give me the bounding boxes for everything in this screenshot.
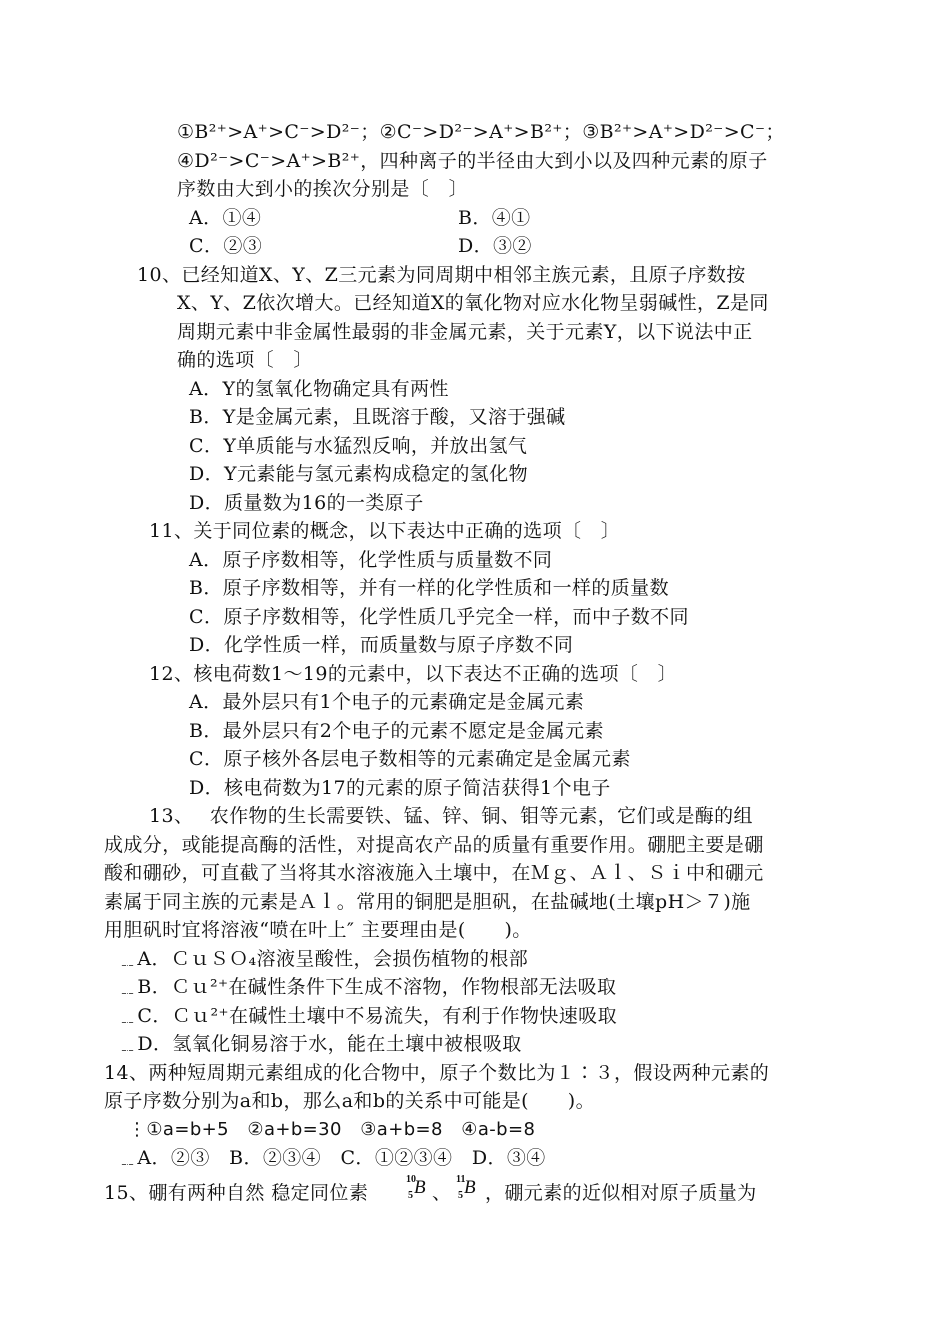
q10-line2: X、Y、Z依次增大。已经知道X的氧化物对应水化物呈弱碱性，Z是同 [177,292,769,314]
q14-line2: 原子序数分别为a和b，那么a和b的关系中可能是( )。 [104,1090,596,1112]
q15-suffix: ，硼元素的近似相对原子质量为 [485,1182,757,1204]
q11-option-b: B．原子序数相等，并有一样的化学性质和一样的质量数 [189,577,669,599]
q14-line3: ⋮①a=b+5 ②a+b=30 ③a+b=8 ④a-b=8 [128,1119,536,1140]
q11-option-a: A．原子序数相等，化学性质与质量数不同 [189,549,553,571]
q9-line2: ④D²⁻>C⁻>A⁺>B²⁺，四种离子的半径由大到小以及四种元素的原子 [177,150,768,172]
q9-option-d: D．③② [458,235,532,257]
q12-option-a: A．最外层只有1个电子的元素确定是金属元素 [189,691,585,713]
q13-line2: 成成分，或能提高酶的活性，对提高农产品的质量有重要作用。硼肥主要是硼 [104,834,764,856]
q13-line4: 素属于同主族的元素是Ａｌ。常用的铜肥是胆矾，在盐碱地(土壤pH＞７)施 [104,891,751,913]
q11-stem: 11、关于同位素的概念，以下表达中正确的选项〔 〕 [149,520,621,542]
q13-line1: 13、 农作物的生长需要铁、锰、锌、铜、钼等元素，它们或是酶的组 [149,805,753,827]
q12-option-c: C．原子核外各层电子数相等的元素确定是金属元素 [189,748,631,770]
q9-line1: ①B²⁺>A⁺>C⁻>D²⁻；②C⁻>D²⁻>A⁺>B²⁺；③B²⁺>A⁺>D²⁻>C⁻； [177,121,785,143]
q9-option-a: A．①④ [189,207,262,229]
q9-option-c: C．②③ [189,235,263,257]
q15-sep: 、 [432,1182,452,1204]
q10-option-c: C．Y单质能与水猛烈反响，并放出氢气 [189,435,528,457]
q13-option-a: ﹎A．ＣｕＳＯ₄溶液呈酸性，会损伤植物的根部 [118,948,529,970]
q10-option-d: D．Y元素能与氢元素构成稳定的氢化物 [189,463,528,485]
isotope-boron-10: 10 5 B [406,1174,426,1201]
q9-option-b: B．④① [458,207,531,229]
isotope-boron-11: 11 5 B [456,1174,476,1201]
q13-option-c: ﹎C．Ｃｕ²⁺在碱性土壤中不易流失，有利于作物快速吸取 [118,1005,617,1027]
q10-option-a: A．Y的氢氧化物确定具有两性 [189,378,449,400]
q10-line4: 确的选项〔 〕 [177,349,313,371]
q13-option-b: ﹎B．Ｃｕ²⁺在碱性条件下生成不溶物，作物根部无法吸取 [118,976,617,998]
q14-line1: 14、两种短周期元素组成的化合物中，原子个数比为１∶３，假设两种元素的 [104,1062,770,1084]
q9-line3: 序数由大到小的挨次分别是〔 〕 [177,178,469,200]
q10-line1: 10、已经知道X、Y、Z三元素为同周期中相邻主族元素，且原子序数按 [137,264,746,286]
q11-option-d: D．化学性质一样，而质量数与原子序数不同 [189,634,574,656]
q12-option-d: D．核电荷数为17的元素的原子简洁获得1个电子 [189,777,611,799]
q13-line3: 酸和硼砂，可直截了当将其水溶液施入土壤中，在Ｍｇ、Ａｌ、Ｓｉ中和硼元 [104,862,764,884]
q13-line5: 用胆矾时宜将溶液“喷在叶上″ 主要理由是( )。 [104,919,532,941]
q12-stem: 12、核电荷数1～19的元素中，以下表达不正确的选项〔 〕 [149,663,678,685]
q10-option-extra: D．质量数为16的一类原子 [189,492,424,514]
q10-line3: 周期元素中非金属性最弱的非金属元素，关于元素Y，以下说法中正 [177,321,753,343]
q13-option-d: ﹎D．氢氧化铜易溶于水，能在土壤中被根吸取 [118,1033,522,1055]
q15-prefix: 15、硼有两种自然 稳定同位素 [104,1182,369,1204]
q12-option-b: B．最外层只有2个电子的元素不愿定是金属元素 [189,720,604,742]
q10-option-b: B．Y是金属元素，且既溶于酸，又溶于强碱 [189,406,566,428]
q11-option-c: C．原子序数相等，化学性质几乎完全一样，而中子数不同 [189,606,689,628]
q14-options: ﹎A．②③ B．②③④ C．①②③④ D．③④ [118,1147,546,1169]
